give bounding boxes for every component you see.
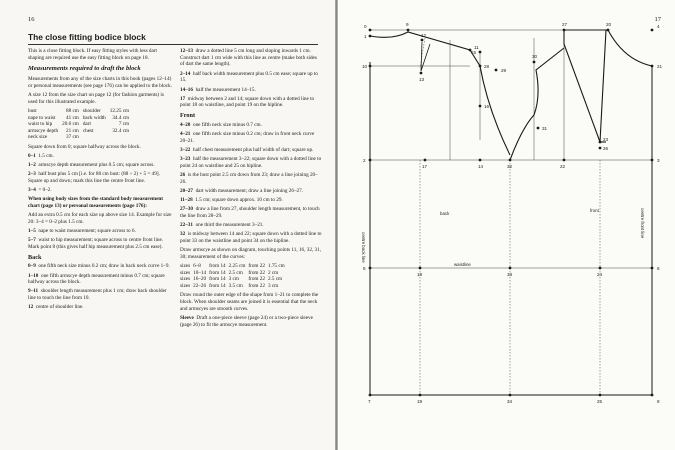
- point-label: 22: [560, 164, 566, 169]
- point-label: 5: [363, 266, 366, 271]
- measurement-cell: 7 cm: [118, 121, 130, 128]
- steps-list-2: [28, 228, 173, 251]
- point-label: 29: [501, 68, 507, 73]
- waistline-label: waistline: [454, 262, 471, 267]
- point-label: 20: [606, 22, 612, 27]
- point-label: 12: [421, 33, 427, 38]
- step-key: 3–22: [180, 146, 191, 153]
- point-label: 21: [657, 64, 663, 69]
- step-text: half the measurement 3–22; square down with a dotted line to point 24 on waistline and 25 on hipline.: [180, 156, 322, 169]
- curve-row: [180, 283, 288, 290]
- instruction-step: [180, 71, 322, 84]
- point-dot: [495, 69, 498, 72]
- curve-cell: 2.25 cm: [228, 263, 246, 270]
- point-dot: [369, 65, 372, 68]
- curve-cell: from 14: [209, 276, 226, 283]
- measurement-cell: 21 cm: [66, 127, 79, 134]
- sleeve-text: Draft a one-piece sleeve (page 24) or a two-piece sleeve (page 26) to fit the armscye measurement.: [180, 314, 313, 328]
- front-label: front: [590, 208, 599, 213]
- step-key: 9–11: [28, 288, 39, 295]
- point-dot: [479, 65, 482, 68]
- step-key: 1–5: [28, 228, 36, 235]
- point-dot: [369, 29, 372, 32]
- back-label: back: [440, 211, 450, 216]
- measurements-table: [28, 108, 133, 141]
- instruction-step: [180, 122, 322, 129]
- instruction-step: [180, 131, 322, 144]
- point-dot: [420, 72, 423, 75]
- back-heading: Back: [28, 253, 42, 261]
- measurement-cell: 20.6 cm: [62, 121, 79, 128]
- measurement-cell: back width: [82, 114, 106, 121]
- curve-cell: sizes: [180, 276, 191, 283]
- point-label: 34: [507, 399, 513, 404]
- point-label: 33: [507, 272, 513, 277]
- point-label: 16: [484, 104, 490, 109]
- point-label: 23: [603, 137, 609, 142]
- step-key: 4–20: [180, 121, 191, 128]
- intro-paragraph: This is a close fitting block. If easy fitting styles with less dart shaping are required use the easy fitting block on page 18.: [28, 48, 157, 61]
- measurements-example: A size 12 from the size chart on page 12 (for fashion garments) is used for this illustrated example.: [28, 92, 164, 105]
- point-label: 24: [597, 272, 603, 277]
- step-text: half the measurement 14–15.: [195, 86, 256, 93]
- measurement-cell: 32.4 cm: [112, 127, 130, 134]
- curve-cell: 2 cm: [267, 269, 279, 276]
- step-text: 1.5 cm.: [38, 152, 54, 159]
- curve-row: [180, 276, 288, 283]
- point-label: 32: [507, 164, 513, 169]
- point-dot: [599, 141, 602, 144]
- step-text: draw a dotted line 5 cm long and sloping inwards 1 cm. Construct dart 1 cm wide with this line as centre (make both sides of dart the same length).: [180, 48, 317, 68]
- point-dot: [369, 35, 372, 38]
- point-dot: [419, 394, 422, 397]
- measurements-intro: Measurements from any of the size charts in this book (pages 12–14) or personal measurements (see page 176) can be applied to the block.: [28, 76, 173, 89]
- page-number-left: 16: [28, 16, 35, 23]
- point-label: 2: [363, 158, 366, 163]
- step-text: is the bust point 2.5 cm down from 23; draw a line joining 20–26.: [180, 172, 318, 185]
- measurement-row: [28, 134, 133, 141]
- curve-cell: 6–8: [193, 263, 201, 270]
- measurement-cell: armscye depth: [28, 127, 59, 134]
- step-text: waist to hip measurement; square across to centre front line. Mark point 8 (this gives half hip measurement plus 2.5 cm ease).: [28, 237, 164, 250]
- measurement-cell: chest: [82, 127, 94, 134]
- block-outer-frame: [370, 62, 652, 395]
- step-key: 4–21: [180, 131, 191, 138]
- measurement-cell: 41 cm: [66, 114, 79, 121]
- curve-cell: 3 cm: [228, 276, 239, 283]
- point-label: 31: [542, 126, 548, 131]
- curve-cell: from 22: [248, 269, 265, 276]
- point-dot: [599, 267, 602, 270]
- steps-list-1: [28, 153, 173, 194]
- instruction-step: [28, 171, 173, 184]
- point-dot: [651, 29, 654, 32]
- step-key: 1–2: [28, 161, 36, 168]
- point-dot: [369, 159, 372, 162]
- point-label: 11: [474, 45, 479, 50]
- point-label: 4: [657, 24, 660, 29]
- point-label: 9: [406, 22, 409, 27]
- measurement-cell: bust: [28, 108, 37, 115]
- curve-cell: 2.5 cm: [267, 276, 283, 283]
- point-dot: [509, 394, 512, 397]
- step-key: 32: [180, 231, 186, 238]
- step-text: armscye depth measurement plus 0.5 cm; square across.: [38, 161, 155, 168]
- instruction-step: [180, 231, 322, 244]
- point-label: 8: [657, 399, 660, 404]
- point-dot: [479, 105, 482, 108]
- point-label: 3: [657, 158, 660, 163]
- point-dot: [369, 394, 372, 397]
- point-dot: [651, 65, 654, 68]
- point-label: 25: [597, 399, 603, 404]
- dart-back-shoulder: [421, 42, 430, 71]
- step-key: 0–1: [28, 152, 36, 159]
- curve-cell: from 14: [209, 269, 226, 276]
- point-label: 15: [471, 50, 477, 55]
- point-dot: [563, 159, 566, 162]
- instruction-step: [180, 156, 322, 169]
- measurement-cell: [110, 134, 133, 141]
- step-key: 2–14: [180, 70, 191, 77]
- centre-front-label: centre front line: [640, 208, 645, 239]
- curve-cell: from 14: [209, 263, 226, 270]
- step-key: 1–10: [28, 272, 39, 279]
- instruction-step: [28, 228, 173, 235]
- point-dot: [563, 29, 566, 32]
- measurement-cell: 34.4 cm: [112, 114, 130, 121]
- step-text: midway between 2 and 14; square down with a dotted line to point 18 on waistline, and point 19 on the hipline.: [180, 95, 315, 109]
- measurement-cell: nape to waist: [28, 114, 56, 121]
- point-label: 7: [368, 399, 371, 404]
- step-text: centre of shoulder line.: [35, 304, 84, 311]
- instruction-step: [28, 273, 173, 286]
- point-dot: [479, 51, 482, 54]
- step-text: 1.5 cm; square down approx. 10 cm to 29.: [195, 197, 283, 204]
- curve-cell: from 22: [248, 263, 265, 270]
- step-text: half chest measurement plus half width of dart; square up.: [192, 146, 314, 153]
- measurements-heading: Measurements required to draft the block: [28, 65, 141, 73]
- measurement-cell: 37 cm: [66, 134, 79, 141]
- instruction-step: [28, 288, 173, 301]
- step-text: shoulder length measurement plus 1 cm; draw back shoulder line to touch the line from 10.: [28, 288, 167, 302]
- standard-heading: When using body sizes from the standard body measurement chart (page 13) or personal measurements (page 176):: [28, 196, 163, 209]
- front-heading: Front: [180, 112, 196, 120]
- point-dot: [509, 267, 512, 270]
- instruction-step: [180, 48, 322, 68]
- curve-cell: sizes: [180, 269, 191, 276]
- instruction-step: [28, 237, 173, 250]
- point-label: 27: [562, 22, 568, 27]
- instruction-step: [180, 197, 322, 204]
- sleeve-paragraph: [180, 315, 322, 328]
- measurement-cell: [83, 134, 110, 141]
- left-page: [0, 0, 335, 450]
- steps-list-3: [180, 48, 322, 109]
- front-steps-list: [180, 122, 322, 245]
- instruction-step: [28, 304, 173, 311]
- point-dot: [424, 159, 427, 162]
- measurement-cell: 88 cm: [66, 108, 79, 115]
- instruction-step: [180, 222, 322, 229]
- step-text: = 0–2.: [38, 187, 52, 194]
- point-dot: [599, 147, 602, 150]
- standard-text: Add an extra 0.5 cm for each size up above size 14. Example for size 20: 3–4 = 0–2 plus 1.5 cm.: [28, 212, 172, 225]
- instruction-step: [180, 172, 322, 185]
- step-key: 3–4: [28, 187, 36, 194]
- step-text: one fifth neck size minus 0.2 cm; draw in back neck curve 1–9.: [38, 263, 170, 270]
- step-text: dart width measurement; draw a line joining 26–27.: [195, 187, 304, 194]
- centre-back-label: centre back line: [361, 232, 366, 263]
- point-dot: [651, 267, 654, 270]
- step-key: 12–13: [180, 48, 193, 54]
- curve-cell: from 14: [209, 282, 226, 289]
- instruction-step: [28, 187, 173, 194]
- page-number-right: 17: [654, 16, 661, 23]
- point-dot: [419, 267, 422, 270]
- step-text: one fifth neck size minus 0.7 cm.: [192, 121, 262, 128]
- point-dot: [533, 61, 536, 64]
- point-label: 28: [484, 64, 490, 69]
- back-steps-list: [28, 263, 173, 311]
- point-label: 14: [478, 164, 484, 169]
- instruction-step: [180, 206, 322, 219]
- point-label: 19: [417, 399, 423, 404]
- point-label: 1: [364, 34, 367, 39]
- step-key: 2–3: [28, 171, 36, 178]
- point-label: 13: [419, 77, 425, 82]
- instruction-step: [28, 162, 173, 169]
- instruction-step: [28, 263, 173, 270]
- measurement-cell: shoulder: [82, 108, 101, 115]
- dotted-guide-lines: [420, 38, 600, 395]
- curve-cell: 22–26: [193, 282, 207, 289]
- curve-cell: from 22: [248, 282, 265, 289]
- step-text: one fifth armscye depth measurement minus 0.7 cm; square halfway across the block.: [28, 272, 165, 286]
- point-dot: [369, 267, 372, 270]
- point-dot: [607, 29, 610, 32]
- measurement-cell: waist to hip: [28, 121, 53, 128]
- step-text: nape to waist measurement; square across to 6.: [38, 228, 136, 235]
- curve-cell: sizes: [180, 263, 191, 270]
- step-text: half bust plus 5 cm [i.e. for 88 cm bust: (88 ÷ 2) + 5 = 49]. Square up and down; mark this line the centre front line.: [28, 171, 160, 184]
- point-dot: [421, 39, 424, 42]
- point-markers: [362, 22, 663, 404]
- instruction-step: [180, 87, 322, 94]
- point-label: 0: [364, 24, 367, 29]
- instruction-step: [180, 96, 322, 109]
- step-key: 17: [180, 95, 186, 102]
- square-down-text: Square down from 0; square halfway across the block.: [28, 143, 141, 150]
- curve-cell: sizes: [180, 282, 191, 289]
- right-page: [338, 0, 675, 450]
- point-label: 18: [417, 272, 423, 277]
- curve-cell: 10–14: [193, 269, 207, 276]
- curve-cell: 3 cm: [267, 282, 279, 289]
- point-dot: [599, 394, 602, 397]
- step-key: 27–30: [180, 206, 193, 213]
- curve-cell: 1.75 cm: [267, 263, 285, 270]
- text-column-2: [180, 48, 322, 331]
- step-key: 0–9: [28, 263, 36, 270]
- armscye-text: Draw armscye as shown on diagram, touching points 11, 16, 32, 31, 30; measurement of the curves:: [180, 247, 321, 261]
- step-key: 20–27: [180, 187, 193, 194]
- curve-cell: 3.5 cm: [228, 282, 243, 289]
- curve-row: [180, 263, 288, 270]
- point-dot: [651, 159, 654, 162]
- point-dot: [479, 159, 482, 162]
- measurement-cell: dart: [82, 121, 91, 128]
- point-label: 17: [422, 164, 428, 169]
- step-key: 26: [180, 172, 186, 179]
- point-label: 6: [657, 266, 660, 271]
- pattern-outline: [370, 30, 652, 160]
- point-label: 26: [603, 146, 609, 151]
- step-key: 3–23: [180, 156, 191, 163]
- point-dot: [509, 159, 512, 162]
- step-text: half back width measurement plus 0.5 cm ease; square up to 15.: [180, 70, 318, 84]
- point-dot: [537, 127, 540, 130]
- instruction-step: [180, 147, 322, 154]
- step-text: one fifth neck size minus 0.2 cm; draw in front neck curve 20–21.: [180, 131, 315, 144]
- step-text: draw a line from 27, shoulder length measurement, to touch the line from 28–29.: [180, 206, 320, 220]
- step-text: is midway between 14 and 22; square down with a dotted line to point 33 on the waistline and point 34 on the hipline.: [180, 231, 322, 245]
- curve-cell: 16–20: [193, 276, 207, 283]
- instruction-step: [180, 188, 322, 195]
- step-text: one third the measurement 3–21.: [195, 222, 264, 229]
- draw-round-text: Draw round the outer edge of the shape from 1–21 to complete the block. When shoulder seams are joined it is essential that the neck and armscyes are smooth curves.: [180, 292, 319, 312]
- point-label: 10: [362, 64, 368, 69]
- step-key: 14–16: [180, 86, 193, 93]
- sleeve-label: Sleeve: [180, 314, 194, 321]
- page-title: The close fitting bodice block: [28, 32, 318, 45]
- point-dot: [407, 29, 410, 32]
- curve-cell: 2.5 cm: [228, 269, 243, 276]
- step-key: 22–31: [180, 222, 193, 229]
- bodice-block-diagram: [338, 0, 675, 450]
- construction-lines: [370, 30, 652, 268]
- instruction-step: [28, 153, 173, 160]
- point-label: 30: [532, 54, 538, 59]
- step-key: 12: [28, 304, 34, 311]
- text-column-1: [28, 48, 173, 314]
- point-dot: [651, 394, 654, 397]
- measurement-cell: 12.25 cm: [109, 108, 130, 115]
- step-key: 5–7: [28, 237, 36, 244]
- curve-cell: from 22: [248, 276, 265, 283]
- step-key: 11–28: [180, 197, 193, 204]
- curve-table: [180, 263, 288, 289]
- measurement-cell: neck size: [28, 134, 48, 141]
